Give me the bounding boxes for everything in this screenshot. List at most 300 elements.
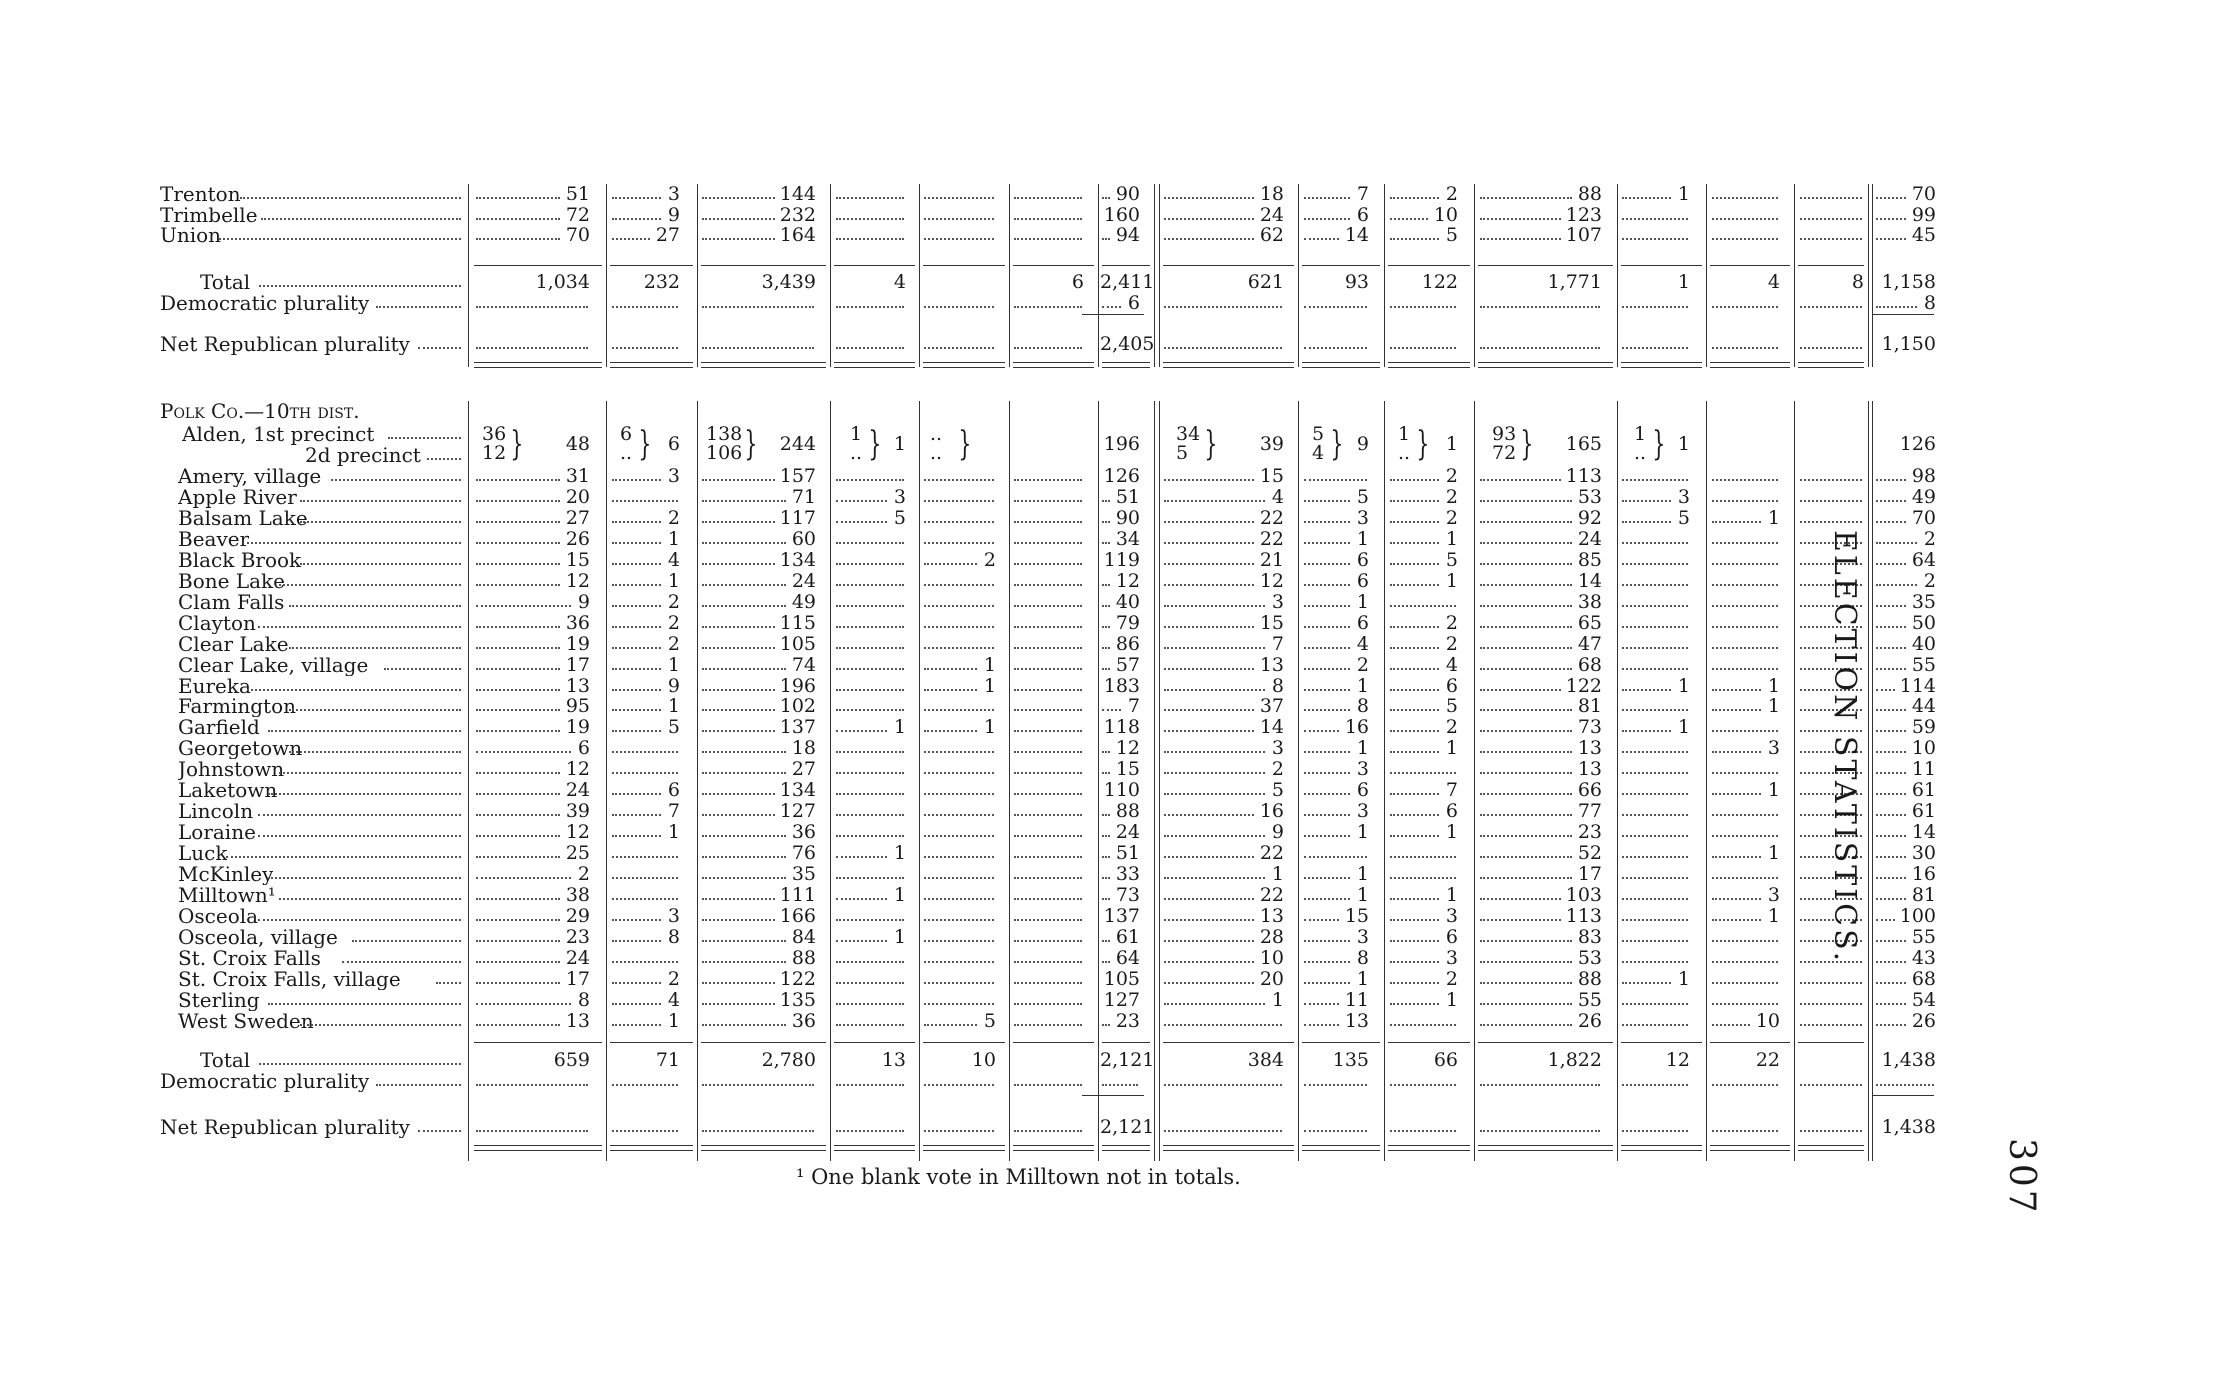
vote-cell: 30	[1911, 842, 1936, 865]
leader-dots	[1014, 856, 1082, 858]
leader-dots	[240, 197, 462, 199]
leader-dots	[1712, 500, 1778, 502]
vote-cell	[922, 529, 996, 550]
leader-dots	[258, 814, 462, 816]
vote-cell: 38	[565, 884, 590, 906]
vote-cell: 88	[1577, 967, 1602, 990]
leader-dots	[836, 584, 904, 586]
double-rule	[1798, 362, 1864, 363]
leader-dots	[1480, 1003, 1572, 1005]
leader-dots	[836, 772, 904, 774]
vote-cell: 1	[983, 653, 996, 676]
vote-cell	[834, 990, 906, 1011]
vote-cell: 66	[1433, 1049, 1458, 1071]
vote-cell: 4	[1271, 485, 1284, 508]
leader-dots	[702, 479, 775, 481]
leader-dots	[1102, 709, 1121, 711]
vote-cell	[1710, 293, 1780, 314]
leader-dots	[476, 751, 571, 753]
vote-cell: 9	[1271, 821, 1284, 844]
vote-cell	[922, 634, 996, 655]
column-rule	[1298, 401, 1299, 1161]
column-rule	[1154, 184, 1155, 367]
brace: }	[510, 424, 524, 464]
vote-cell	[1012, 550, 1084, 571]
running-title: ELECTION STATISTICS.	[1827, 530, 1862, 965]
column-rule	[1794, 184, 1795, 367]
vote-cell: 36	[791, 821, 816, 844]
double-rule	[1302, 367, 1380, 368]
leader-dots	[1876, 877, 1906, 879]
column-rule	[1474, 184, 1475, 367]
vote-cell: 70	[565, 224, 590, 246]
double-rule	[1163, 362, 1294, 363]
vote-cell	[1620, 864, 1690, 885]
leader-dots	[702, 605, 786, 607]
vote-cell: 37	[1259, 695, 1284, 718]
district-name: Apple River	[178, 486, 297, 508]
leader-dots	[1480, 709, 1572, 711]
leader-dots	[702, 1084, 814, 1086]
leader-dots	[1102, 605, 1110, 607]
vote-cell: 144	[779, 183, 816, 205]
vote-cell	[1620, 843, 1690, 864]
leader-dots	[924, 1003, 994, 1005]
vote-cell: 64	[1911, 548, 1936, 571]
vote-cell: 77	[1577, 800, 1602, 823]
vote-cell	[474, 1071, 590, 1092]
vote-cell	[1710, 466, 1780, 487]
leader-dots	[612, 877, 678, 879]
leader-dots	[1102, 542, 1110, 544]
leader-dots	[1102, 1084, 1138, 1086]
vote-cell: 5	[1677, 506, 1690, 529]
leader-dots	[1164, 647, 1265, 649]
vote-cell: 1	[1677, 433, 1690, 455]
leader-dots	[1102, 940, 1110, 942]
precinct-subtotal: 4	[1312, 442, 1325, 464]
leader-dots	[1712, 940, 1778, 942]
district-name: Garfield	[178, 717, 260, 739]
district-name: Clam Falls	[178, 591, 285, 613]
vote-cell: 6	[667, 433, 680, 455]
vote-cell: 65	[1577, 611, 1602, 634]
double-rule	[1478, 1145, 1613, 1146]
vote-cell: 134	[779, 779, 816, 802]
vote-cell	[1620, 225, 1690, 246]
leader-dots	[1164, 709, 1254, 711]
vote-cell: 54	[1911, 988, 1936, 1011]
leader-dots	[702, 919, 775, 921]
vote-cell: 119	[1103, 548, 1140, 571]
vote-cell: 17	[565, 653, 590, 676]
leader-dots	[1014, 197, 1082, 199]
leader-dots	[1390, 521, 1439, 523]
vote-cell: 20	[1259, 967, 1284, 990]
vote-cell	[1710, 717, 1780, 738]
double-rule	[834, 362, 915, 363]
leader-dots	[1304, 877, 1350, 879]
vote-cell	[1012, 613, 1084, 634]
leader-dots	[1712, 647, 1778, 649]
leader-dots	[1480, 730, 1572, 732]
vote-cell: 196	[779, 674, 816, 697]
column-rule	[1098, 401, 1099, 1161]
double-rule	[1013, 1150, 1094, 1151]
vote-cell: 24	[1259, 203, 1284, 226]
vote-cell: 2	[1356, 653, 1369, 676]
vote-cell	[700, 334, 816, 355]
vote-cell: 12	[565, 569, 590, 592]
vote-cell: 2	[1445, 716, 1458, 739]
vote-cell: 3,439	[761, 271, 816, 293]
leader-dots	[924, 814, 994, 816]
vote-cell	[1012, 990, 1084, 1011]
vote-cell: 94	[1115, 224, 1140, 246]
vote-cell: 4	[1445, 653, 1458, 676]
vote-cell	[1710, 759, 1780, 780]
vote-cell	[834, 969, 906, 990]
leader-dots	[1800, 238, 1862, 240]
vote-cell: 2	[1923, 527, 1936, 550]
leader-dots	[1164, 1024, 1282, 1026]
total-rule	[1621, 265, 1702, 266]
column-rule	[1794, 401, 1795, 1161]
vote-cell	[1798, 508, 1864, 529]
vote-cell	[1478, 1117, 1602, 1138]
leader-dots	[702, 584, 786, 586]
leader-dots	[1014, 709, 1082, 711]
leader-dots	[836, 961, 904, 963]
double-rule	[1102, 362, 1150, 363]
column-rule	[1474, 401, 1475, 1161]
district-name: McKinley	[178, 864, 274, 886]
leader-dots	[1304, 306, 1367, 308]
vote-cell	[834, 948, 906, 969]
leader-dots	[476, 709, 560, 711]
leader-dots	[702, 1003, 775, 1005]
vote-cell: 15	[1259, 465, 1284, 487]
leader-dots	[1390, 647, 1439, 649]
vote-cell: 8	[1356, 946, 1369, 969]
vote-cell: 1	[893, 884, 906, 906]
vote-cell	[1012, 927, 1084, 948]
leader-dots	[1480, 306, 1600, 308]
leader-dots	[1622, 751, 1688, 753]
vote-cell: 2	[1445, 465, 1458, 487]
vote-cell	[1388, 864, 1458, 885]
vote-cell	[610, 885, 680, 906]
vote-cell: 6	[1445, 800, 1458, 823]
double-rule	[923, 1150, 1005, 1151]
vote-cell	[1012, 571, 1084, 592]
vote-cell: 14	[1259, 716, 1284, 739]
leader-dots	[1014, 982, 1082, 984]
double-rule	[1102, 1150, 1150, 1151]
vote-cell: 1	[1356, 527, 1369, 550]
vote-cell	[1620, 634, 1690, 655]
leader-dots	[1480, 668, 1572, 670]
leader-dots	[1304, 982, 1350, 984]
leader-dots	[1014, 584, 1082, 586]
leader-dots	[612, 306, 678, 308]
vote-cell	[1710, 822, 1780, 843]
vote-cell: 7	[1445, 779, 1458, 802]
leader-dots	[1164, 1130, 1282, 1132]
leader-dots	[1390, 772, 1456, 774]
column-rule	[697, 184, 698, 367]
leader-dots	[1014, 961, 1082, 963]
leader-dots	[376, 306, 461, 308]
leader-dots	[1164, 730, 1254, 732]
vote-cell	[922, 969, 996, 990]
double-rule	[610, 367, 693, 368]
vote-cell: 7	[667, 800, 680, 823]
vote-cell: 5	[1445, 695, 1458, 718]
vote-cell	[922, 293, 996, 314]
vote-cell: 1	[667, 569, 680, 592]
leader-dots	[1480, 961, 1572, 963]
vote-cell: 10	[1755, 1009, 1780, 1032]
leader-dots	[1014, 500, 1082, 502]
leader-dots	[702, 500, 786, 502]
vote-cell	[922, 1071, 996, 1092]
leader-dots	[1014, 218, 1082, 220]
leader-dots	[1102, 1024, 1110, 1026]
double-rule	[1798, 367, 1864, 368]
vote-cell: 1	[1677, 967, 1690, 990]
leader-dots	[1304, 751, 1350, 753]
vote-cell: 122	[1565, 674, 1602, 697]
vote-cell: 1	[1356, 884, 1369, 906]
leader-dots	[1390, 877, 1456, 879]
leader-dots	[436, 982, 461, 984]
leader-dots	[300, 500, 462, 502]
leader-dots	[1800, 479, 1862, 481]
leader-dots	[1102, 626, 1110, 628]
leader-dots	[476, 347, 588, 349]
district-name: Osceola, village	[178, 926, 338, 948]
vote-cell: 73	[1115, 884, 1140, 906]
leader-dots	[476, 835, 560, 837]
leader-dots	[1014, 1130, 1082, 1132]
leader-dots	[1622, 479, 1688, 481]
leader-dots	[924, 542, 994, 544]
vote-cell	[834, 1071, 906, 1092]
vote-cell: 24	[565, 779, 590, 802]
vote-cell: 165	[1565, 433, 1602, 455]
leader-dots	[1480, 500, 1572, 502]
vote-cell	[834, 293, 906, 314]
double-rule	[1013, 362, 1094, 363]
vote-cell: 8	[1271, 674, 1284, 697]
vote-cell	[1620, 801, 1690, 822]
sum-rule	[1082, 314, 1144, 315]
vote-cell: 2,121	[1100, 1049, 1155, 1071]
leader-dots	[1800, 1024, 1862, 1026]
double-rule	[701, 362, 826, 363]
leader-dots	[612, 563, 661, 565]
leader-dots	[1164, 626, 1254, 628]
leader-dots	[1480, 751, 1572, 753]
vote-cell: 3	[1271, 737, 1284, 760]
column-rule	[606, 401, 607, 1161]
vote-cell	[1620, 655, 1690, 676]
vote-cell: 110	[1103, 779, 1140, 802]
leader-dots	[612, 940, 661, 942]
vote-cell	[1710, 225, 1780, 246]
leader-dots	[1014, 238, 1082, 240]
vote-cell: 1	[1767, 506, 1780, 529]
vote-cell	[1620, 592, 1690, 613]
leader-dots	[702, 306, 814, 308]
vote-cell: 244	[779, 433, 816, 455]
vote-cell	[834, 184, 906, 205]
vote-cell	[1798, 1117, 1864, 1138]
vote-cell: 83	[1577, 925, 1602, 948]
leader-dots	[1164, 1003, 1265, 1005]
vote-cell	[1620, 927, 1690, 948]
vote-cell	[1012, 676, 1084, 697]
vote-cell: 16	[1259, 800, 1284, 823]
leader-dots	[612, 1003, 661, 1005]
vote-cell: 114	[1899, 674, 1936, 697]
double-rule	[1710, 1145, 1790, 1146]
vote-cell: 34	[1115, 527, 1140, 550]
vote-cell: 18	[791, 737, 816, 760]
column-rule	[468, 401, 469, 1161]
leader-dots	[289, 709, 461, 711]
leader-dots	[476, 626, 560, 628]
vote-cell: 1	[1767, 674, 1780, 697]
vote-cell	[1620, 1117, 1690, 1138]
leader-dots	[924, 689, 977, 691]
double-rule	[1163, 367, 1294, 368]
district-name: Milltown¹	[178, 885, 276, 906]
vote-cell: 117	[779, 506, 816, 529]
vote-cell: 12	[1665, 1049, 1690, 1071]
double-rule	[1621, 1145, 1702, 1146]
leader-dots	[1014, 542, 1082, 544]
leader-dots	[1014, 814, 1082, 816]
leader-dots	[1164, 961, 1254, 963]
leader-dots	[836, 877, 904, 879]
vote-cell	[1302, 293, 1369, 314]
vote-cell: 15	[1344, 904, 1369, 927]
district-name: Amery, village	[178, 466, 322, 487]
precinct-subtotal: ..	[850, 442, 863, 464]
vote-cell	[1162, 1071, 1284, 1092]
leader-dots	[1480, 919, 1561, 921]
leader-dots	[1390, 730, 1439, 732]
leader-dots	[836, 940, 887, 942]
vote-cell: 6	[1445, 925, 1458, 948]
leader-dots	[1876, 647, 1906, 649]
vote-cell: 1	[1445, 884, 1458, 906]
leader-dots	[1712, 772, 1778, 774]
vote-cell: 1	[1677, 674, 1690, 697]
precinct-subtotal: ..	[1398, 442, 1411, 464]
leader-dots	[612, 1024, 661, 1026]
leader-dots	[1622, 709, 1688, 711]
leader-dots	[226, 856, 461, 858]
leader-dots	[1480, 1024, 1572, 1026]
vote-cell: 2	[667, 506, 680, 529]
vote-cell: 8	[1923, 292, 1936, 314]
vote-cell: 53	[1577, 485, 1602, 508]
leader-dots	[924, 730, 977, 732]
double-rule	[834, 1145, 915, 1146]
vote-cell: 44	[1911, 695, 1936, 718]
vote-cell	[610, 293, 680, 314]
district-name: Bone Lake	[178, 570, 285, 592]
vote-cell: 27	[565, 506, 590, 529]
leader-dots	[1480, 898, 1561, 900]
vote-cell: 9	[1356, 433, 1369, 455]
vote-cell: 100	[1899, 904, 1936, 927]
leader-dots	[612, 982, 661, 984]
leader-dots	[1876, 793, 1906, 795]
vote-cell	[1710, 1117, 1780, 1138]
vote-cell: 111	[779, 884, 816, 906]
leader-dots	[924, 835, 994, 837]
vote-cell: 7	[1356, 183, 1369, 205]
vote-cell: 18	[1259, 183, 1284, 205]
vote-cell: 3	[1767, 737, 1780, 760]
leader-dots	[1164, 689, 1265, 691]
vote-cell	[1478, 1071, 1602, 1092]
vote-cell: 160	[1103, 203, 1140, 226]
leader-dots	[1622, 1024, 1688, 1026]
leader-dots	[1876, 1003, 1906, 1005]
precinct-subtotal: 1	[850, 423, 863, 445]
total-rule	[834, 1042, 915, 1043]
leader-dots	[1480, 542, 1572, 544]
leader-dots	[1390, 584, 1439, 586]
vote-cell	[1798, 334, 1864, 355]
vote-cell	[610, 487, 680, 508]
vote-cell: 1	[667, 821, 680, 844]
leader-dots	[476, 605, 571, 607]
leader-dots	[1014, 898, 1082, 900]
vote-cell: 105	[1103, 967, 1140, 990]
leader-dots	[1622, 919, 1688, 921]
vote-cell: 2	[1445, 506, 1458, 529]
vote-cell: 24	[791, 569, 816, 592]
vote-cell: 232	[779, 203, 816, 226]
leader-dots	[1102, 835, 1110, 837]
vote-cell: 1	[1445, 433, 1458, 455]
leader-dots	[924, 1084, 994, 1086]
column-rule	[1706, 184, 1707, 367]
leader-dots	[924, 306, 994, 308]
leader-dots	[1480, 793, 1572, 795]
vote-cell: 1	[1356, 863, 1369, 886]
vote-cell: 15	[1115, 758, 1140, 781]
leader-dots	[1304, 856, 1367, 858]
vote-cell: 1	[1677, 271, 1690, 293]
vote-cell	[922, 272, 996, 293]
total-rule	[1302, 265, 1380, 266]
vote-cell	[1302, 466, 1369, 487]
precinct-subtotal: 138	[706, 423, 743, 445]
leader-dots	[1876, 814, 1906, 816]
sum-rule	[1082, 1095, 1144, 1096]
precinct-subtotal: 12	[482, 442, 507, 464]
leader-dots	[1876, 730, 1906, 732]
leader-dots	[1712, 835, 1778, 837]
leader-dots	[476, 982, 560, 984]
